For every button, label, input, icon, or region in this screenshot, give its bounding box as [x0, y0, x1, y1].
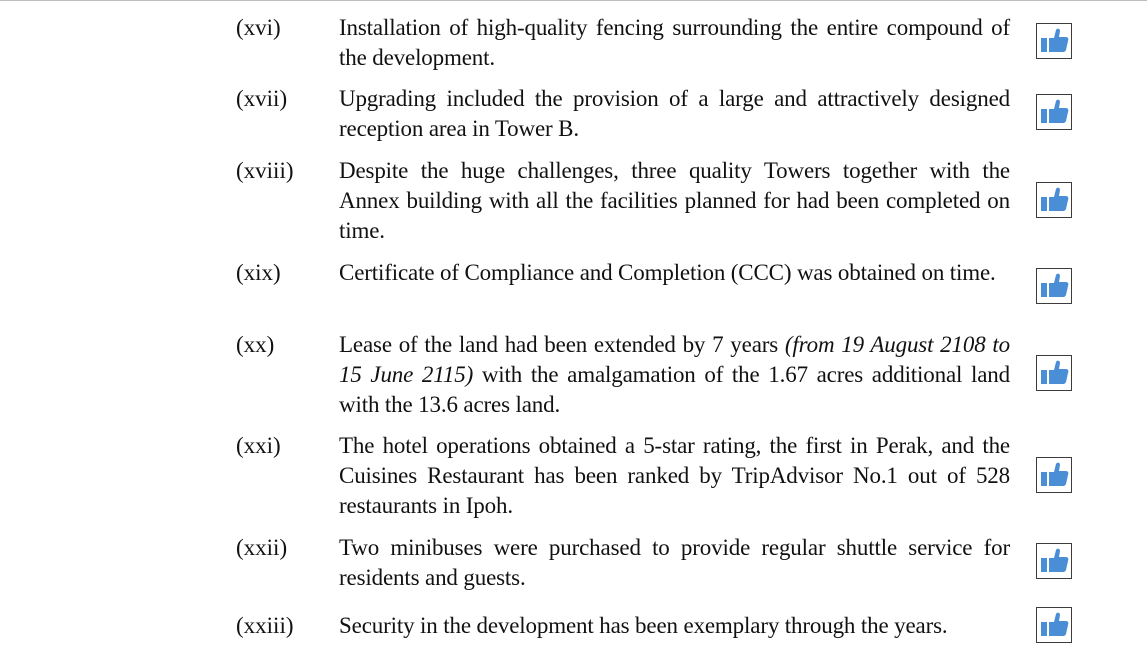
item-text: Installation of high-quality fencing surrounding the entire compound of the development. — [339, 15, 1010, 71]
item-numeral: (xvi) — [236, 15, 281, 40]
item-text: The hotel operations obtained a 5-star rating, the first in Perak, and the Cuisines Restaurant has been ranked by TripAdvisor No.1 out of 528 restaurants in Ipoh. — [339, 433, 1010, 519]
thumbs-up-icon — [1036, 543, 1072, 579]
item-text-regular-end: with the amalgamation of the 1.67 acres additional land with the 13.6 acres land. — [339, 362, 1010, 418]
item-text: Upgrading included the provision of a large and attractively designed reception area in Tower B. — [339, 86, 1010, 142]
item-text-italic-dates: (from 19 August 2108 to 15 June 2115) — [339, 332, 1010, 388]
thumbs-up-icon — [1036, 182, 1072, 218]
item-text-regular: Lease of the land had been extended by 7 years — [339, 332, 785, 357]
item-numeral: (xxiii) — [236, 613, 294, 638]
item-numeral: (xx) — [236, 332, 275, 357]
top-divider — [0, 0, 1147, 1]
item-text: Certificate of Compliance and Completion (CCC) was obtained on time. — [339, 260, 996, 285]
thumbs-up-icon — [1036, 268, 1072, 304]
item-numeral: (xix) — [236, 260, 281, 285]
item-text: Security in the development has been exemplary through the years. — [339, 613, 948, 638]
item-numeral: (xvii) — [236, 86, 288, 111]
thumbs-up-icon — [1036, 94, 1072, 130]
item-text — [339, 330, 1010, 421]
thumbs-up-icon — [1036, 355, 1072, 391]
thumbs-up-icon — [1036, 457, 1072, 493]
item-numeral: (xxii) — [236, 535, 288, 560]
item-text: Despite the huge challenges, three quality Towers together with the Annex building with all the facilities planned for had been completed on time. — [339, 158, 1010, 244]
item-text: Two minibuses were purchased to provide regular shuttle service for residents and guests. — [339, 535, 1010, 591]
item-numeral: (xxi) — [236, 433, 281, 458]
thumbs-up-icon — [1036, 607, 1072, 643]
thumbs-up-icon — [1036, 23, 1072, 59]
item-numeral: (xviii) — [236, 158, 294, 183]
